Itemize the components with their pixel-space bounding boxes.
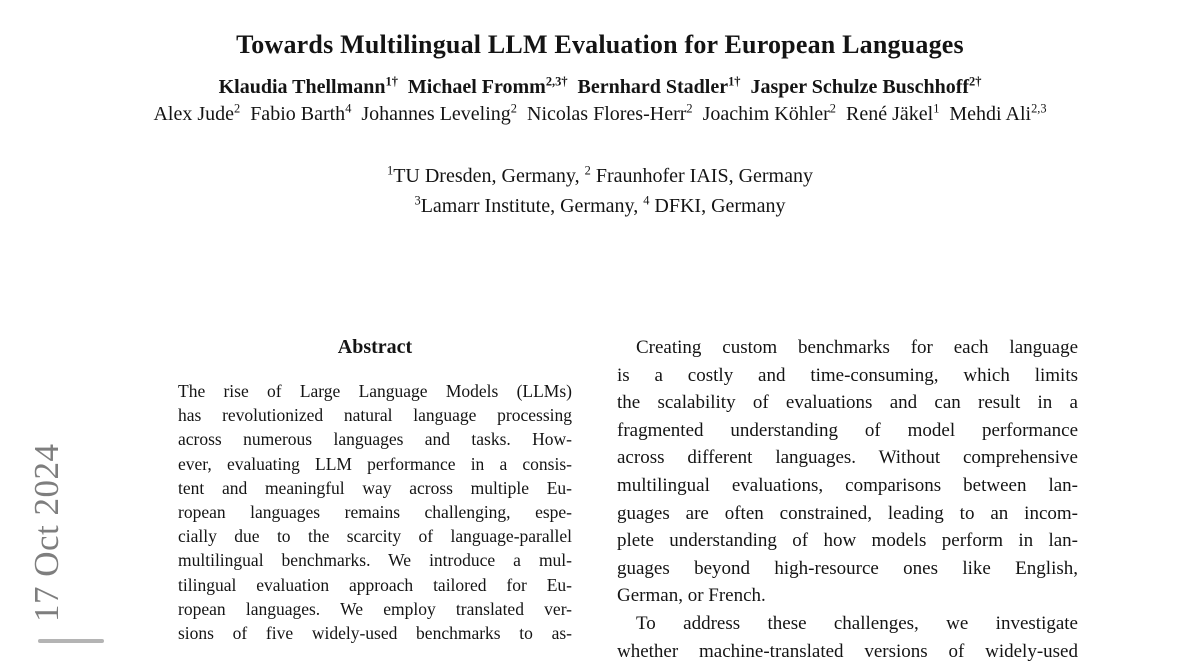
author-affiliation-sup: 1† <box>728 74 741 89</box>
abstract-line: tent and meaningful way across multiple Eu- <box>178 477 572 498</box>
author-affiliation-sup: 2 <box>510 101 517 116</box>
abstract-line: has revolutionized natural language processing <box>178 405 572 426</box>
author-name: Klaudia Thellmann$^{1\dagger}$ <box>218 74 398 98</box>
abstract-heading: Abstract <box>337 336 413 358</box>
abstract-line: sions of five widely-used benchmarks to as- <box>178 622 572 643</box>
affiliations-block <box>0 161 1200 221</box>
arxiv-stamp-clipped-fragment <box>38 639 104 643</box>
author-name: Fabio Barth$^4$ <box>250 101 352 125</box>
author-name: Alex Jude$^2$ <box>153 101 241 125</box>
author-affiliation-sup: 4 <box>345 101 352 116</box>
author-name: Jasper Schulze Buschhoff$^{2\dagger}$ <box>750 74 982 98</box>
body-text-line: plete understanding of how models perform in lan- <box>617 530 1078 552</box>
abstract-line: tilingual evaluation approach tailored for Eu- <box>178 574 572 595</box>
author-affiliation-sup: 2,3† <box>545 74 568 89</box>
body-text-line: To address these challenges, we investigate <box>636 612 1078 634</box>
author-name: Joachim Köhler$^2$ <box>702 101 836 125</box>
body-text-line: is a costly and time-consuming, which limits <box>617 364 1078 386</box>
body-text-line: Creating custom benchmarks for each language <box>636 337 1078 358</box>
body-text-line: German, or French. <box>617 585 766 607</box>
abstract-text <box>178 379 572 645</box>
author-affiliation-sup: 2 <box>686 101 693 116</box>
body-text-line: multilingual evaluations, comparisons between lan- <box>617 474 1078 496</box>
introduction-text-column <box>617 334 1078 665</box>
author-name: Michael Fromm$^{2,3\dagger}$ <box>407 74 568 98</box>
author-affiliation-sup: 2† <box>969 74 982 89</box>
author-name: René Jäkel$^1$ <box>846 101 940 125</box>
author-name: Nicolas Flores-Herr$^2$ <box>527 101 693 125</box>
author-name: Mehdi Ali$^{2,3}$ <box>949 101 1047 125</box>
body-text-line: guages are often constrained, leading to an incom- <box>617 502 1078 524</box>
abstract-line: ever, evaluating LLM performance in a consis- <box>178 453 572 474</box>
affiliation-sup: 4 <box>643 193 650 208</box>
body-text-line: across different languages. Without comprehensive <box>617 447 1078 469</box>
abstract-line: ropean languages. We employ translated ver- <box>178 598 572 619</box>
author-affiliation-sup: 1 <box>933 101 940 116</box>
affiliation-line: $^3$Lamarr Institute, Germany, $^4$ DFKI, Germany <box>414 193 786 217</box>
abstract-line: cially due to the scarcity of language-parallel <box>178 526 572 547</box>
page-title: Towards Multilingual LLM Evaluation for European Languages <box>236 30 964 59</box>
affiliation-line: $^1$TU Dresden, Germany, $^2$ Fraunhofer IAIS, Germany <box>387 163 813 187</box>
author-name: Bernhard Stadler$^{1\dagger}$ <box>577 74 741 98</box>
author-affiliation-sup: 2,3 <box>1031 101 1047 116</box>
author-line-2 <box>0 103 1200 126</box>
abstract-line: across numerous languages and tasks. How- <box>178 429 572 450</box>
body-text-line: fragmented understanding of model performance <box>617 419 1078 441</box>
abstract-line: multilingual benchmarks. We introduce a mul- <box>178 550 572 571</box>
body-text-line: whether machine-translated versions of widely-used <box>617 640 1078 662</box>
author-affiliation-sup: 2 <box>829 101 836 116</box>
author-affiliation-sup: 1† <box>385 74 398 89</box>
affiliation-sup: 3 <box>414 193 421 208</box>
author-affiliation-sup: 2 <box>233 101 241 116</box>
arxiv-date-watermark: 17 Oct 2024 <box>27 443 66 622</box>
author-name: Johannes Leveling$^2$ <box>361 101 517 125</box>
affiliation-sup: 1 <box>387 163 394 178</box>
abstract-line: The rise of Large Language Models (LLMs) <box>178 381 572 401</box>
abstract-line: ropean languages remains challenging, espe- <box>178 501 572 522</box>
affiliation-sup: 2 <box>584 163 591 178</box>
body-text-line: guages beyond high-resource ones like English, <box>617 557 1078 579</box>
body-text-line: the scalability of evaluations and can result in a <box>617 392 1078 414</box>
author-line-1 <box>0 76 1200 99</box>
